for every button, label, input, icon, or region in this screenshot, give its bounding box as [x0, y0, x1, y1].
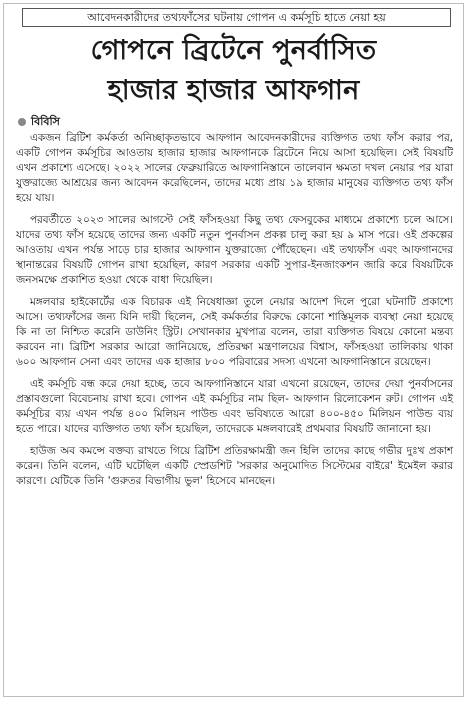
headline-line-1: গোপনে ব্রিটেনে পুনর্বাসিত: [90, 35, 377, 66]
source-byline: [18, 115, 463, 129]
article-body: [16, 131, 453, 489]
source-name: বিবিসি: [31, 115, 60, 128]
paragraph-1: একজন ব্রিটিশ কর্মকর্তা অনিচ্ছাকৃতভাবে আফগান আবেদনকারীদের ব্যক্তিগত তথ্য ফাঁস করার পর, একটি গোপন কর্মসূচির আওতায় হাজার হাজার আফগানকে ব্রিটেনে নিয়ে আসা হয়েছিল। সেই বিষয়টি এখন প্রকাশ্যে এসেছে। ২০২২ সালের ফেব্রুয়ারিতে আফগানিস্তানে তালেবান ক্ষমতা দখল নেয়ার পর যারা যুক্তরাজ্যে আশ্রয়ের জন্য আবেদন করেছিলেন, তাদের মধ্যে প্রায় ১৯ হাজার মানুষের ব্যক্তিগত তথ্য ফাঁস হয়ে যায়।: [16, 132, 453, 204]
paragraph-2: পরবর্তীতে ২০২৩ সালের আগস্টে সেই ফাঁসহওয়া কিছু তথ্য ফেসবুকের মাধ্যমে প্রকাশ্যে চলে আসে। যাদের তথ্য ফাঁস হয়েছে তাদের জন্য একটি নতুন পুনর্বাসন প্রকল্প চালু করা হয় ৯ মাস পরে। ওই প্রকল্পের আওতায় এখন পর্যন্ত সাড়ে চার হাজার আফগান যুক্তরাজ্যে পৌঁছেছেন। এই তথ্যফাঁস এবং আফগানদের স্থানান্তরের বিষয়টি গোপন রাখা হয়েছিল, কারণ সরকার একটি সুপার-ইনজাংকশন জারি করে বিষয়টিকে জনসমক্ষে প্রকাশিত হওয়া থেকে বাধা দিয়েছিল।: [16, 214, 453, 286]
paragraph-3: মঙ্গলবার হাইকোর্টের এক বিচারক এই নিষেধাজ্ঞা তুলে নেয়ার আদেশ দিলে পুরো ঘটনাটি প্রকাশ্যে আসে। তথ্যফাঁসের জন্য যিনি দায়ী ছিলেন, সেই কর্মকর্তার বিরুদ্ধে কোনো শাস্তিমূলক ব্যবস্থা নেয়া হয়েছে কি না তা নিশ্চিত করেনি ডাউনিং স্ট্রিট। সেখানকার মুখপাত্র বলেন, তারা ব্যক্তিগত বিষয়ে কোনো মন্তব্য করবেন না। ব্রিটিশ সরকার আরো জানিয়েছে, প্রতিরক্ষা মন্ত্রণালয়ের বিশ্বাস, ফাঁসহওয়া তালিকায় থাকা ৬০০ আফগান সেনা এবং তাদের এক হাজার ৮০০ পরিবারের সদস্য এখনো আফগানিস্তানে রয়েছেন।: [16, 296, 453, 368]
headline-line-2: হাজার হাজার আফগান: [107, 75, 360, 106]
news-clipping: [3, 3, 464, 697]
paragraph-5: হাউজ অব কমন্সে বক্তব্য রাখতে গিয়ে ব্রিটিশ প্রতিরক্ষামন্ত্রী জন হিলি তাদের কাছে গভীর দুঃখ প্রকাশ করেন। তিনি বলেন, এটি ঘটেছিল একটি স্প্রেডশিট 'সরকার অনুমোদিত সিস্টেমের বাইরে' ইমেইল করার কারণে। যেটিকে তিনি 'গুরুতর বিভাগীয় ভুল' হিসেবে মানছেন।: [16, 445, 453, 487]
paragraph-4: এই কর্মসূচি বন্ধ করে দেয়া হচ্ছে, তবে আফগানিস্তানে যারা এখনো রয়েছেন, তাদের দেয়া পুনর্বাসনের প্রস্তাবগুলো বিবেচনায় রাখা হবে। গোপন এই কর্মসূচির নাম ছিল- আফগান রিলোকেশন রুট। গোপন এই কর্মসূচির ব্যয় এখন পর্যন্ত ৪০০ মিলিয়ন পাউন্ড এবং ভবিষ্যতে আরো ৪০০-৪৫০ মিলিয়ন পাউন্ড ব্যয় হতে পারে। যাদের ব্যক্তিগত তথ্য ফাঁস হয়েছিল, তাদেরকে মঙ্গলবারেই প্রথমবার বিষয়টি জানানো হয়।: [16, 378, 453, 435]
bullet-icon: [18, 118, 26, 126]
kicker-banner: আবেদনকারীদের তথ্যফাঁসের ঘটনায় গোপন এ কর্মসূচি হাতে নেয়া হয়: [22, 8, 451, 27]
headline: [4, 31, 463, 111]
